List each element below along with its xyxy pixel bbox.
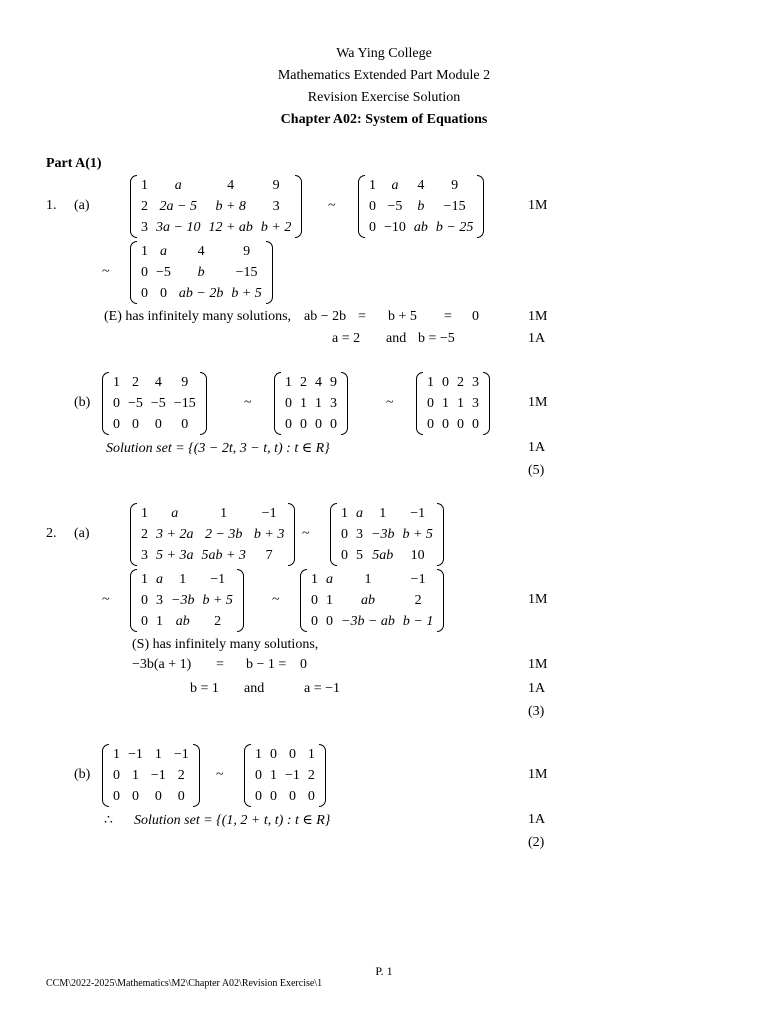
matrix-cell: 0 — [288, 746, 296, 762]
page-number: P. 1 — [375, 964, 393, 978]
left-bracket — [130, 241, 137, 304]
matrix-cell: 1 — [285, 374, 292, 390]
matrix-cell: ab — [413, 219, 428, 235]
matrix-cell: −1 — [150, 767, 166, 783]
matrix-cell: 0 — [154, 416, 162, 432]
matrix-cell: b + 8 — [215, 198, 246, 214]
matrix-row — [365, 196, 477, 217]
matrix-cell: 0 — [141, 613, 148, 629]
matrix-cell: 0 — [311, 592, 318, 608]
left-bracket — [102, 744, 109, 807]
and-text: and — [386, 331, 407, 346]
matrix-cell: 9 — [243, 243, 251, 259]
matrix-cell: 1 — [300, 395, 307, 411]
matrix-row — [137, 590, 237, 611]
matrix — [102, 744, 200, 807]
matrix-row — [137, 545, 288, 566]
question-1b-label: (b) — [74, 395, 91, 410]
matrix-table — [109, 372, 200, 435]
left-bracket — [130, 175, 137, 238]
matrix-cell: 0 — [315, 416, 322, 432]
matrix-cell: 1 — [442, 395, 449, 411]
equals-sign: = — [216, 657, 224, 672]
right-bracket — [477, 175, 484, 238]
document-title: Revision Exercise Solution — [307, 90, 461, 105]
matrix-row — [109, 414, 200, 435]
matrix-cell: 0 — [255, 788, 262, 804]
matrix-table — [109, 744, 193, 807]
matrix-row — [365, 217, 477, 238]
matrix-cell: ab − 2b — [178, 285, 224, 301]
mark: 1M — [528, 657, 548, 672]
matrix-table — [251, 744, 319, 807]
matrix-cell: −5 — [128, 395, 143, 411]
matrix-row — [251, 744, 319, 765]
matrix-row — [337, 503, 437, 524]
expression: b + 5 — [388, 309, 417, 324]
matrix — [416, 372, 490, 435]
matrix-cell: a — [171, 505, 179, 521]
matrix-cell: 1 — [179, 571, 187, 587]
matrix-cell: 0 — [369, 198, 376, 214]
matrix-cell: 0 — [113, 395, 120, 411]
matrix-cell: 0 — [472, 416, 479, 432]
matrix-cell: 1 — [379, 505, 387, 521]
matrix-cell: 1 — [255, 746, 262, 762]
matrix-cell: 9 — [272, 177, 280, 193]
total-marks: (3) — [528, 704, 545, 719]
matrix-table — [365, 175, 477, 238]
matrix-row — [423, 414, 483, 435]
matrix-cell: 4 — [315, 374, 322, 390]
matrix-row — [109, 786, 193, 807]
matrix-cell: b − 25 — [435, 219, 474, 235]
zero-value: 0 — [472, 309, 479, 324]
chapter-title: Chapter A02: System of Equations — [280, 112, 488, 127]
therefore-symbol: ∴ — [104, 813, 113, 828]
matrix-cell: 1 — [326, 592, 333, 608]
right-bracket — [437, 503, 444, 566]
matrix-cell: 0 — [270, 746, 277, 762]
matrix — [130, 503, 295, 566]
matrix-row — [423, 372, 483, 393]
matrix-cell: −3b — [171, 592, 195, 608]
matrix-cell: −10 — [384, 219, 406, 235]
matrix-cell: 0 — [300, 416, 307, 432]
matrix-cell: 4 — [227, 177, 235, 193]
matrix-cell: −1 — [410, 505, 426, 521]
matrix-row — [281, 393, 341, 414]
matrix-cell: 2 − 3b — [204, 526, 243, 542]
question-2a-label: (a) — [74, 526, 90, 541]
matrix-cell: 0 — [141, 264, 148, 280]
matrix — [300, 569, 444, 632]
matrix-cell: 0 — [177, 788, 185, 804]
matrix-cell: 0 — [131, 416, 139, 432]
right-bracket — [200, 372, 207, 435]
matrix — [130, 569, 244, 632]
matrix-cell: 1 — [364, 571, 372, 587]
right-bracket — [341, 372, 348, 435]
matrix — [274, 372, 348, 435]
matrix-cell: 2 — [214, 613, 222, 629]
matrix-row — [281, 372, 341, 393]
equivalence-symbol: ~ — [216, 767, 224, 782]
matrix-row — [137, 262, 266, 283]
matrix-table — [137, 175, 295, 238]
matrix-cell: b + 5 — [231, 285, 262, 301]
mark: 1A — [528, 812, 546, 827]
matrix-cell: 0 — [154, 788, 162, 804]
matrix-cell: 0 — [131, 788, 139, 804]
matrix-cell: 9 — [181, 374, 189, 390]
matrix — [130, 241, 273, 304]
matrix-cell: 5 + 3a — [156, 547, 194, 563]
matrix-cell: −5 — [387, 198, 403, 214]
right-bracket — [288, 503, 295, 566]
matrix-row — [337, 524, 437, 545]
matrix-cell: 5ab + 3 — [201, 547, 246, 563]
and-text: and — [244, 681, 265, 696]
expression: ab − 2b — [304, 309, 347, 324]
equivalence-symbol: ~ — [102, 264, 110, 279]
matrix-cell: 2 — [307, 767, 315, 783]
left-bracket — [130, 503, 137, 566]
matrix-table — [307, 569, 437, 632]
matrix-row — [281, 414, 341, 435]
right-bracket — [483, 372, 490, 435]
matrix-cell: 1 — [311, 571, 318, 587]
matrix-cell: 1 — [307, 746, 315, 762]
right-bracket — [193, 744, 200, 807]
question-1a-label: (a) — [74, 198, 90, 213]
matrix-cell: 0 — [330, 416, 337, 432]
matrix-cell: b + 2 — [260, 219, 292, 235]
matrix-cell: 4 — [154, 374, 162, 390]
matrix-cell: 2 — [300, 374, 307, 390]
matrix-cell: ab — [360, 592, 375, 608]
left-bracket — [274, 372, 281, 435]
matrix-row — [137, 241, 266, 262]
matrix-cell: 2 — [177, 767, 185, 783]
matrix-cell: 5 — [356, 547, 363, 563]
matrix-cell: 2 — [141, 198, 148, 214]
equivalence-symbol: ~ — [328, 198, 336, 213]
matrix-row — [307, 611, 437, 632]
solution-set: Solution set = {(3 − 2t, 3 − t, t) : t ∈ R} — [106, 441, 330, 456]
matrix — [358, 175, 484, 238]
part-title: Part A(1) — [46, 156, 102, 171]
matrix-cell: 1 — [315, 395, 322, 411]
matrix-row — [137, 175, 295, 196]
right-bracket — [437, 569, 444, 632]
matrix-cell: a — [174, 177, 182, 193]
matrix-cell: 0 — [341, 547, 348, 563]
matrix-cell: 0 — [311, 613, 318, 629]
matrix-cell: 3 — [330, 395, 337, 411]
matrix-row — [307, 590, 437, 611]
matrix-row — [307, 569, 437, 590]
matrix-table — [137, 503, 288, 566]
matrix-cell: 3 — [141, 547, 148, 563]
matrix-cell: 4 — [197, 243, 205, 259]
matrix-cell: a — [159, 243, 167, 259]
matrix-cell: b + 5 — [402, 526, 433, 542]
b-value: b = 1 — [190, 681, 219, 696]
matrix-cell: 2 — [141, 526, 148, 542]
matrix-row — [109, 372, 200, 393]
file-path: CCM\2022-2025\Mathematics\M2\Chapter A02\Revision Exercise\1 — [46, 978, 323, 989]
matrix-cell: 9 — [330, 374, 337, 390]
matrix — [244, 744, 326, 807]
matrix-cell: 0 — [113, 416, 120, 432]
matrix-cell: −1 — [173, 746, 189, 762]
equivalence-symbol: ~ — [302, 526, 310, 541]
matrix-cell: 1 — [220, 505, 228, 521]
matrix-cell: 0 — [427, 416, 434, 432]
equals-sign: = — [358, 309, 366, 324]
matrix-cell: 10 — [410, 547, 425, 563]
mark: 1A — [528, 681, 546, 696]
matrix-row — [423, 393, 483, 414]
matrix-cell: 7 — [265, 547, 273, 563]
matrix-cell: 0 — [442, 374, 449, 390]
matrix-table — [337, 503, 437, 566]
matrix-cell: b + 3 — [253, 526, 285, 542]
question-1-number: 1. — [46, 198, 57, 213]
matrix-cell: 3 — [141, 219, 148, 235]
matrix-cell: 4 — [417, 177, 425, 193]
matrix-cell: −5 — [150, 395, 166, 411]
matrix-cell: 0 — [369, 219, 376, 235]
a-value: a = −1 — [304, 681, 341, 696]
matrix-row — [137, 569, 237, 590]
matrix — [102, 372, 207, 435]
matrix-cell: 0 — [427, 395, 434, 411]
matrix-cell: 0 — [181, 416, 189, 432]
matrix-cell: a — [391, 177, 399, 193]
condition-text: (S) has infinitely many solutions, — [132, 637, 319, 652]
matrix-cell: −1 — [285, 767, 300, 783]
matrix — [330, 503, 444, 566]
school-name: Wa Ying College — [336, 46, 432, 61]
equals-sign: = — [444, 309, 452, 324]
mark: 1M — [528, 767, 548, 782]
matrix-row — [109, 765, 193, 786]
mark: 1M — [528, 198, 548, 213]
total-marks: (5) — [528, 463, 545, 478]
matrix-cell: 3 — [156, 592, 163, 608]
matrix-row — [137, 611, 237, 632]
right-bracket — [237, 569, 244, 632]
matrix-cell: 2 — [131, 374, 139, 390]
right-bracket — [319, 744, 326, 807]
matrix-cell: 3 + 2a — [156, 526, 194, 542]
matrix-cell: 3 — [356, 526, 363, 542]
right-bracket — [266, 241, 273, 304]
matrix-cell: 0 — [285, 395, 292, 411]
matrix-cell: 0 — [442, 416, 449, 432]
condition-text: (E) has infinitely many solutions, — [104, 309, 292, 324]
matrix-cell: 12 + ab — [208, 219, 253, 235]
matrix-cell: −1 — [410, 571, 426, 587]
left-bracket — [102, 372, 109, 435]
matrix-cell: −1 — [261, 505, 277, 521]
left-bracket — [244, 744, 251, 807]
matrix-cell: 0 — [113, 767, 120, 783]
matrix-cell: 0 — [141, 592, 148, 608]
matrix-cell: −1 — [128, 746, 143, 762]
left-bracket — [416, 372, 423, 435]
matrix-cell: 0 — [341, 526, 348, 542]
matrix-cell: 3 — [472, 374, 479, 390]
matrix-table — [137, 241, 266, 304]
matrix-cell: 1 — [457, 395, 464, 411]
matrix-row — [337, 545, 437, 566]
matrix-cell: 0 — [113, 788, 120, 804]
matrix-cell: 0 — [141, 285, 148, 301]
matrix-cell: −3b − ab — [341, 613, 395, 629]
matrix-cell: 0 — [326, 613, 333, 629]
matrix-cell: 0 — [270, 788, 277, 804]
mark: 1M — [528, 309, 548, 324]
matrix-cell: 5ab — [372, 547, 394, 563]
solution-set: Solution set = {(1, 2 + t, t) : t ∈ R} — [134, 813, 331, 828]
matrix-row — [137, 196, 295, 217]
matrix-cell: 0 — [255, 767, 262, 783]
matrix-cell: a — [326, 571, 333, 587]
matrix-cell: 1 — [156, 613, 163, 629]
expression: b − 1 = — [246, 657, 287, 672]
matrix-cell: 1 — [141, 571, 148, 587]
matrix-cell: a — [356, 505, 363, 521]
subject-title: Mathematics Extended Part Module 2 — [277, 68, 491, 83]
matrix-cell: a — [156, 571, 163, 587]
matrix-cell: 1 — [141, 505, 148, 521]
matrix-cell: 1 — [113, 746, 120, 762]
expression: −3b(a + 1) — [132, 657, 192, 672]
matrix-cell: −15 — [235, 264, 258, 280]
matrix-cell: b — [197, 264, 205, 280]
matrix-row — [137, 503, 288, 524]
matrix-cell: 3 — [472, 395, 479, 411]
matrix-cell: 1 — [341, 505, 348, 521]
matrix-cell: −1 — [210, 571, 226, 587]
matrix-cell: 1 — [141, 177, 148, 193]
total-marks: (2) — [528, 835, 545, 850]
matrix-cell: 1 — [154, 746, 162, 762]
b-value: b = −5 — [418, 331, 455, 346]
matrix-row — [137, 524, 288, 545]
matrix-row — [109, 393, 200, 414]
equivalence-symbol: ~ — [244, 395, 252, 410]
matrix-cell: b — [417, 198, 425, 214]
matrix-cell: −15 — [173, 395, 196, 411]
matrix-cell: 1 — [113, 374, 120, 390]
matrix-cell: −5 — [156, 264, 171, 280]
equivalence-symbol: ~ — [102, 592, 110, 607]
matrix-row — [251, 786, 319, 807]
matrix-row — [137, 217, 295, 238]
matrix-cell: −15 — [443, 198, 466, 214]
left-bracket — [330, 503, 337, 566]
matrix-cell: −3b — [371, 526, 395, 542]
matrix-cell: 1 — [141, 243, 148, 259]
left-bracket — [300, 569, 307, 632]
matrix-cell: b + 5 — [202, 592, 233, 608]
matrix-table — [281, 372, 341, 435]
matrix-cell: 2 — [457, 374, 464, 390]
matrix-cell: 3 — [272, 198, 280, 214]
matrix-cell: 0 — [457, 416, 464, 432]
a-value: a = 2 — [332, 331, 361, 346]
matrix-row — [365, 175, 477, 196]
matrix-cell: 0 — [288, 788, 296, 804]
matrix-cell: 0 — [159, 285, 167, 301]
matrix — [130, 175, 302, 238]
zero-value: 0 — [300, 657, 307, 672]
matrix-table — [423, 372, 483, 435]
matrix-cell: 2a − 5 — [159, 198, 197, 214]
mark: 1A — [528, 331, 546, 346]
matrix-cell: ab — [175, 613, 190, 629]
matrix-cell: 9 — [451, 177, 459, 193]
mark: 1M — [528, 592, 548, 607]
matrix-cell: 1 — [131, 767, 139, 783]
matrix-table — [137, 569, 237, 632]
equivalence-symbol: ~ — [386, 395, 394, 410]
matrix-cell: 3a − 10 — [156, 219, 201, 235]
matrix-row — [251, 765, 319, 786]
equivalence-symbol: ~ — [272, 592, 280, 607]
mark: 1A — [528, 440, 546, 455]
matrix-cell: 1 — [369, 177, 376, 193]
mark: 1M — [528, 395, 548, 410]
left-bracket — [130, 569, 137, 632]
question-2b-label: (b) — [74, 767, 91, 782]
matrix-row — [109, 744, 193, 765]
question-2-number: 2. — [46, 526, 57, 541]
right-bracket — [295, 175, 302, 238]
matrix-cell: 2 — [414, 592, 422, 608]
matrix-cell: b − 1 — [402, 613, 434, 629]
matrix-cell: 1 — [270, 767, 277, 783]
matrix-cell: 1 — [427, 374, 434, 390]
matrix-row — [137, 283, 266, 304]
matrix-cell: 0 — [285, 416, 292, 432]
matrix-cell: 0 — [307, 788, 315, 804]
left-bracket — [358, 175, 365, 238]
